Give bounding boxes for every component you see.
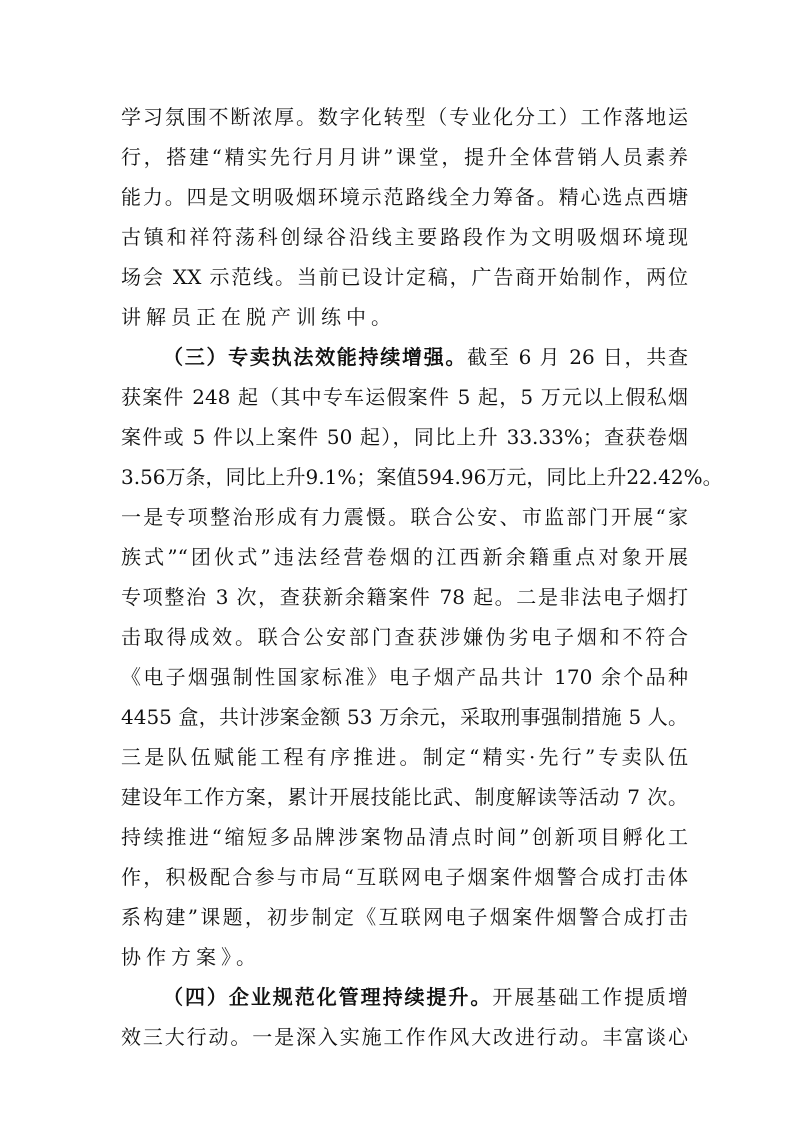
- text-line: [121, 742, 688, 772]
- text-line: [121, 702, 688, 732]
- line-text: 能力。四是文明吸烟环境示范路线全力筹备。精心选点西塘: [121, 185, 688, 209]
- line-text: 建设年工作方案，累计开展技能比武、制度解读等活动 7 次。: [121, 785, 688, 809]
- text-line: [121, 1022, 688, 1052]
- line-text: 三是队伍赋能工程有序推进。制定“精实·先行”专卖队伍: [121, 745, 688, 769]
- line-text: 获案件 248 起（其中专车运假案件 5 起，5 万元以上假私烟: [121, 385, 688, 409]
- text-line: [121, 902, 688, 932]
- text-line: [121, 262, 688, 292]
- line-text: 系构建”课题，初步制定《互联网电子烟案件烟警合成打击: [121, 905, 688, 929]
- text-line: [121, 382, 688, 412]
- line-text: 场会 XX 示范线。当前已设计定稿，广告商开始制作，两位: [121, 265, 688, 289]
- text-line: [121, 422, 688, 452]
- text-line: [121, 222, 688, 252]
- line-text: 开展基础工作提质增: [492, 985, 689, 1009]
- line-text: 一是专项整治形成有力震慑。联合公安、市监部门开展“家: [121, 505, 688, 529]
- line-text: 专项整治 3 次，查获新余籍案件 78 起。二是非法电子烟打: [121, 585, 688, 609]
- text-line: [163, 342, 688, 372]
- text-line: [121, 862, 688, 892]
- line-text: 《电子烟强制性国家标准》电子烟产品共计 170 余个品种: [121, 665, 688, 689]
- text-line: [163, 982, 688, 1012]
- line-text: 协作方案》。: [121, 945, 261, 969]
- line-text: 效三大行动。一是深入实施工作作风大改进行动。丰富谈心: [121, 1025, 688, 1049]
- line-text: 讲解员正在脱产训练中。: [121, 305, 396, 329]
- line-text: 作，积极配合参与市局“互联网电子烟案件烟警合成打击体: [121, 865, 688, 889]
- text-line: [121, 822, 688, 852]
- text-line: [121, 662, 688, 692]
- text-line: [121, 502, 688, 532]
- text-line: [121, 542, 688, 572]
- text-line: [121, 622, 688, 652]
- line-text: 击取得成效。联合公安部门查获涉嫌伪劣电子烟和不符合: [121, 625, 688, 649]
- section-heading: （四）企业规范化管理持续提升。: [163, 985, 493, 1009]
- line-text: 古镇和祥符荡科创绿谷沿线主要路段作为文明吸烟环境现: [121, 225, 688, 249]
- line-text: 持续推进“缩短多品牌涉案物品清点时间”创新项目孵化工: [121, 825, 688, 849]
- text-line: [121, 302, 688, 332]
- line-text: 行，搭建“精实先行月月讲”课堂，提升全体营销人员素养: [121, 145, 688, 169]
- line-text: 截至 6 月 26 日，共查: [467, 345, 689, 369]
- text-line: [121, 142, 688, 172]
- line-text: 族式”“团伙式”违法经营卷烟的江西新余籍重点对象开展: [121, 545, 688, 569]
- text-line: [121, 462, 723, 492]
- line-text: 3.56万条，同比上升9.1%；案值594.96万元，同比上升22.42%。: [121, 465, 723, 489]
- text-line: [121, 182, 688, 212]
- line-text: 案件或 5 件以上案件 50 起），同比上升 33.33%；查获卷烟: [121, 425, 688, 449]
- line-text: 学习氛围不断浓厚。数字化转型（专业化分工）工作落地运: [121, 105, 688, 129]
- text-line: [121, 102, 688, 132]
- text-line: [121, 582, 688, 612]
- text-line: [121, 782, 688, 812]
- section-heading: （三）专卖执法效能持续增强。: [163, 345, 468, 369]
- line-text: 4455 盒，共计涉案金额 53 万余元，采取刑事强制措施 5 人。: [121, 705, 688, 729]
- text-line: [121, 942, 688, 972]
